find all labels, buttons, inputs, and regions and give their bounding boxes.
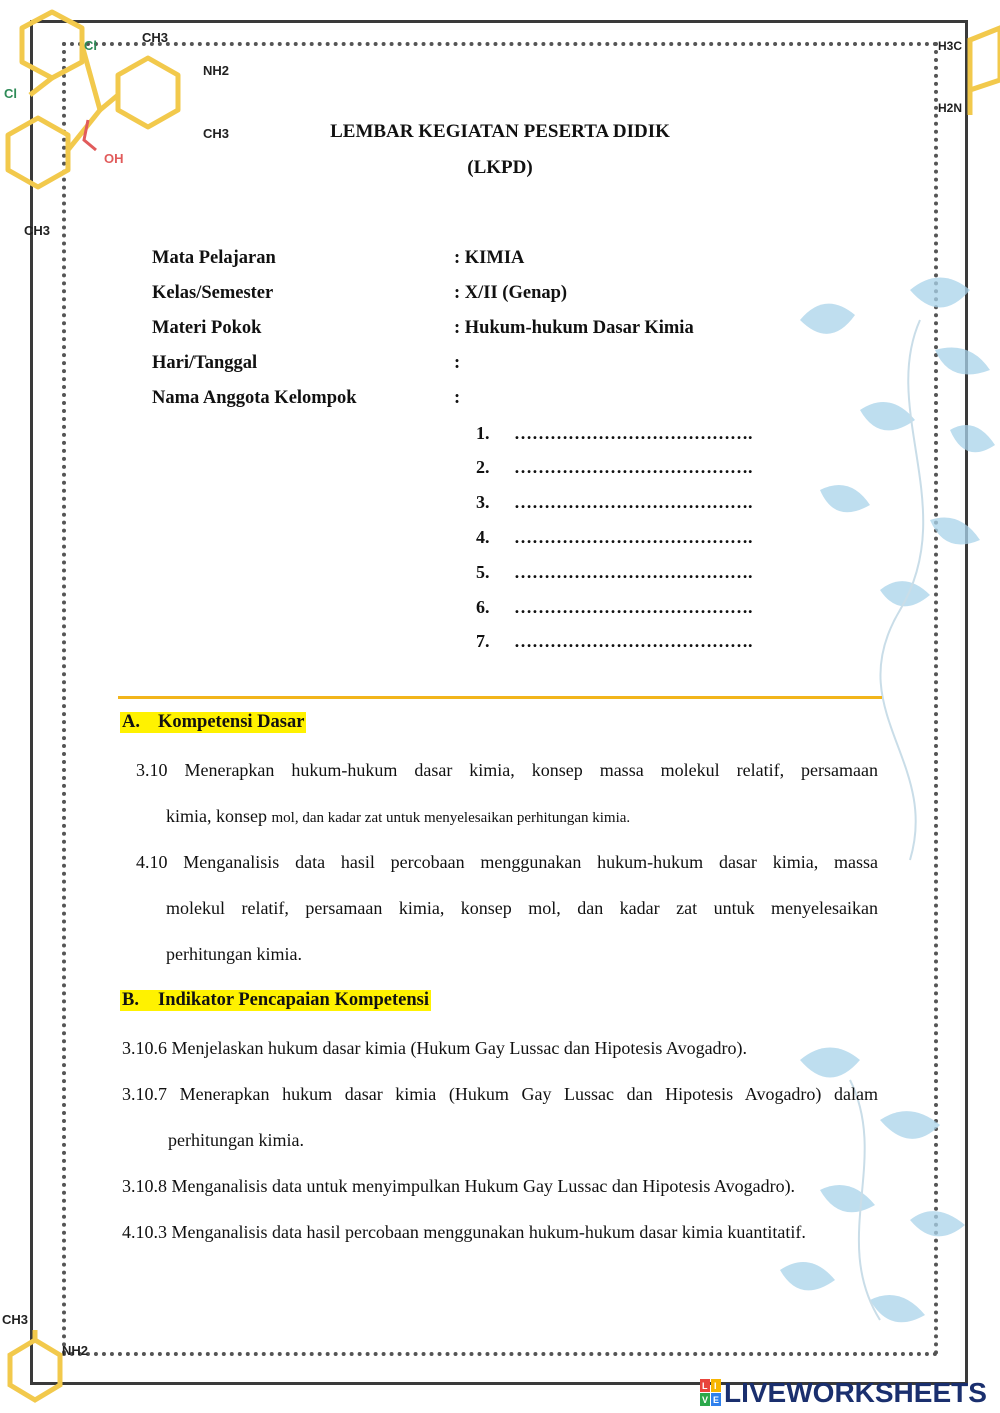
kd-3-10-line1: 3.10 Menerapkan hukum-hukum dasar kimia, konsep massa molekul relatif, persamaan: [136, 760, 878, 780]
member-blank: ………………………………….: [514, 631, 753, 651]
molecule-decoration-bottom-left: [0, 1300, 110, 1413]
chem-label: NH2: [203, 63, 230, 78]
member-number: 2.: [476, 457, 490, 477]
member-number: 3.: [476, 492, 490, 512]
chem-label: H3C: [938, 39, 963, 53]
section-heading-b: [120, 990, 431, 1011]
liveworksheets-badge-icon: [700, 1379, 722, 1407]
member-number: 6.: [476, 597, 490, 617]
chem-label: CH3: [203, 126, 230, 141]
member-line[interactable]: [476, 631, 753, 652]
kd-3-10-line2: [166, 806, 630, 827]
section-letter: A.: [122, 712, 140, 732]
member-blank: ………………………………….: [514, 527, 753, 547]
info-value: : KIMIA: [454, 248, 525, 268]
member-number: 1.: [476, 423, 490, 443]
info-label: Mata Pelajaran: [152, 248, 276, 268]
member-blank: ………………………………….: [514, 457, 753, 477]
liveworksheets-brand: LIVEWORKSHEETS: [724, 1377, 987, 1408]
member-number: 4.: [476, 527, 490, 547]
member-line[interactable]: [476, 457, 753, 478]
info-label: Materi Pokok: [152, 318, 262, 338]
chem-label: Cl: [84, 38, 97, 53]
indicator-3-10-7-line1: 3.10.7 Menerapkan hukum dasar kimia (Hukum Gay Lussac dan Hipotesis Avogadro) dalam: [122, 1084, 878, 1104]
member-line[interactable]: [476, 597, 753, 618]
badge-letter: V: [702, 1395, 709, 1405]
indicator-3-10-7-line2: perhitungan kimia.: [168, 1130, 304, 1150]
kd-3-10-line2b: mol, dan kadar zat untuk menyelesaikan perhitungan kimia.: [271, 810, 631, 826]
info-label: Hari/Tanggal: [152, 353, 258, 373]
section-heading-a: [120, 712, 306, 733]
info-value: : Hukum-hukum Dasar Kimia: [454, 318, 694, 338]
member-line[interactable]: [476, 527, 753, 548]
chem-label: CH3: [24, 223, 51, 238]
chem-label: H2N: [938, 101, 963, 115]
kd-4-10-line2: molekul relatif, persamaan kimia, konsep mol, dan kadar zat untuk menyelesaikan: [166, 898, 878, 918]
member-line[interactable]: [476, 562, 753, 583]
chem-label: OH: [104, 151, 124, 166]
kd-4-10-line1: 4.10 Menganalisis data hasil percobaan menggunakan hukum-hukum dasar kimia, massa: [136, 852, 878, 872]
section-divider: [118, 696, 882, 699]
badge-letter: I: [714, 1381, 717, 1391]
badge-letter: L: [702, 1381, 708, 1391]
badge-letter: E: [713, 1395, 720, 1405]
indicator-3-10-8: 3.10.8 Menganalisis data untuk menyimpulkan Hukum Gay Lussac dan Hipotesis Avogadro).: [122, 1176, 796, 1196]
indicator-3-10-6: 3.10.6 Menjelaskan hukum dasar kimia (Hukum Gay Lussac dan Hipotesis Avogadro).: [122, 1038, 748, 1058]
chem-label: NH2: [62, 1343, 89, 1358]
info-label: Nama Anggota Kelompok: [152, 388, 357, 408]
section-title: Indikator Pencapaian Kompetensi: [158, 990, 430, 1010]
info-value: : X/II (Genap): [454, 283, 568, 303]
member-blank: ………………………………….: [514, 562, 753, 582]
member-blank: ………………………………….: [514, 492, 753, 512]
chem-label: CH3: [2, 1312, 29, 1327]
kd-3-10-line2a: kimia, konsep: [166, 806, 267, 826]
member-line[interactable]: [476, 492, 753, 513]
section-letter: B.: [122, 990, 139, 1010]
page-subtitle: (LKPD): [467, 157, 533, 178]
info-value: :: [454, 353, 461, 373]
info-value: :: [454, 388, 461, 408]
section-title: Kompetensi Dasar: [158, 712, 305, 732]
liveworksheets-logo[interactable]: [700, 1376, 987, 1410]
kd-4-10-line3: perhitungan kimia.: [166, 944, 302, 964]
member-line[interactable]: [476, 423, 753, 444]
indicator-4-10-3: 4.10.3 Menganalisis data hasil percobaan menggunakan hukum-hukum dasar kimia kuantitatif.: [122, 1222, 806, 1242]
member-number: 7.: [476, 631, 490, 651]
page-title: LEMBAR KEGIATAN PESERTA DIDIK: [330, 121, 670, 142]
chem-label: Cl: [4, 86, 17, 101]
member-number: 5.: [476, 562, 490, 582]
leaf-decoration-right: [760, 260, 1000, 1360]
chem-label: CH3: [142, 30, 169, 45]
member-blank: ………………………………….: [514, 597, 753, 617]
info-label: Kelas/Semester: [152, 283, 274, 303]
member-blank: ………………………………….: [514, 423, 753, 443]
